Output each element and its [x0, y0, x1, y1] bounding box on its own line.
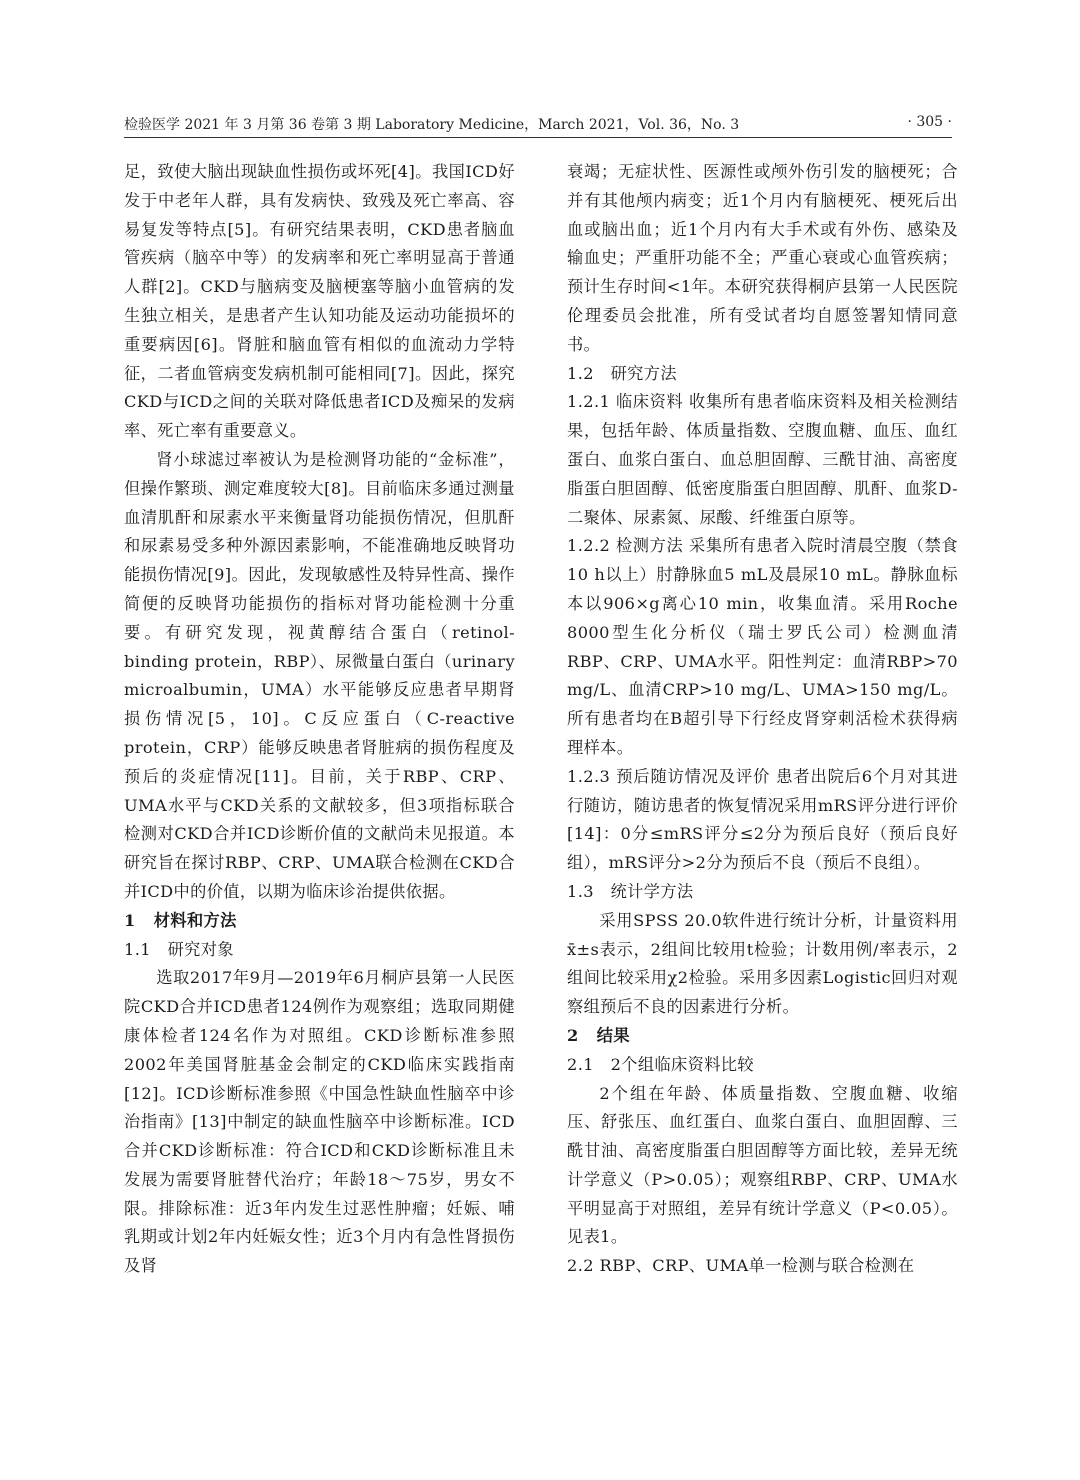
- subsection-heading-statistics: 1.3 统计学方法: [567, 881, 694, 901]
- section-heading-results: 2 结果: [567, 1025, 630, 1045]
- paragraph-statistics: 采用SPSS 20.0软件进行统计分析，计量资料用x̄±s表示，2组间比较用t检验；计数用例/率表示，2组间比较采用χ2检验。采用多因素Logistic回归对观察组预后不良的因素进行分析。: [567, 910, 958, 1017]
- paragraph-clinical-comparison: 2个组在年龄、体质量指数、空腹血糖、收缩压、舒张压、血红蛋白、血浆白蛋白、血胆固醇、三酰甘油、高密度脂蛋白胆固醇等方面比较，差异无统计学意义（P>0.05）；观察组RBP、CRP、UMA水平明显高于对照组，差异有统计学意义（P<0.05）。见表1。: [567, 1083, 958, 1247]
- paragraph-clinical-data: 1.2.1 临床资料 收集所有患者临床资料及相关检测结果，包括年龄、体质量指数、空腹血糖、血压、血红蛋白、血浆白蛋白、血总胆固醇、三酰甘油、高密度脂蛋白胆固醇、低密度脂蛋白胆固醇、肌酐、血浆D-二聚体、尿素氮、尿酸、纤维蛋白原等。: [567, 392, 958, 527]
- paragraph-subjects: 选取2017年9月—2019年6月桐庐县第一人民医院CKD合并ICD患者124例作为观察组；选取同期健康体检者124名作为对照组。CKD诊断标准参照2002年美国肾脏基金会制定的CKD临床实践指南[12]。ICD诊断标准参照《中国急性缺血性脑卒中诊治指南》[13]中制定的缺血性脑卒中诊断标准。ICD合并CKD诊断标准：符合ICD和CKD诊断标准且未发展为需要肾脏替代治疗；年龄18～75岁，男女不限。排除标准：近3年内发生过恶性肿瘤；妊娠、哺乳期或计划2年内妊娠女性；近3个月内有急性肾损伤及肾: [124, 968, 515, 1276]
- header-rule: [124, 137, 952, 138]
- section-heading-methods: 1 材料和方法: [124, 910, 237, 930]
- paragraph-intro-continued: 足，致使大脑出现缺血性损伤或坏死[4]。我国ICD好发于中老年人群，具有发病快、致残及死亡率高、容易复发等特点[5]。有研究结果表明，CKD患者脑血管疾病（脑卒中等）的发病率和死亡率明显高于普通人群[2]。CKD与脑病变及脑梗塞等脑小血管病的发生独立相关，是患者产生认知功能及运动功能损坏的重要病因[6]。肾脏和脑血管有相似的血流动力学特征，二者血管病变发病机制可能相同[7]。因此，探究CKD与ICD之间的关联对降低患者ICD及痴呆的发病率、死亡率有重要意义。: [124, 162, 515, 441]
- running-header: [124, 114, 952, 136]
- journal-citation: 检验医学 2021 年 3 月第 36 卷第 3 期 Laboratory Medicine，March 2021，Vol. 36，No. 3: [124, 117, 740, 133]
- left-column: [124, 158, 515, 1408]
- subsection-heading-subjects: 1.1 研究对象: [124, 939, 234, 959]
- subsection-heading-research-methods: 1.2 研究方法: [567, 363, 677, 383]
- paragraph-renal-markers: 肾小球滤过率被认为是检测肾功能的“金标准”，但操作繁琐、测定难度较大[8]。目前临床多通过测量血清肌酐和尿素水平来衡量肾功能损伤情况，但肌酐和尿素易受多种外源因素影响，不能准确地反映肾功能损伤情况[9]。因此，发现敏感性及特异性高、操作简便的反映肾功能损伤的指标对肾功能检测十分重要。有研究发现，视黄醇结合蛋白（retinol-binding protein，RBP）、尿微量白蛋白（urinary microalbumin，UMA）水平能够反应患者早期肾损伤情况[5，10]。C反应蛋白（C-reactive protein，CRP）能够反映患者肾脏病的损伤程度及预后的炎症情况[11]。目前，关于RBP、CRP、UMA水平与CKD关系的文献较多，但3项指标联合检测对CKD合并ICD诊断价值的文献尚未见报道。本研究旨在探讨RBP、CRP、UMA联合检测在CKD合并ICD中的价值，以期为临床诊治提供依据。: [124, 449, 515, 901]
- paragraph-detection-methods: 1.2.2 检测方法 采集所有患者入院时清晨空腹（禁食10 h以上）肘静脉血5 mL及晨尿10 mL。静脉血标本以906×g离心10 min，收集血清。采用Roche 8000型生化分析仪（瑞士罗氏公司）检测血清RBP、CRP、UMA水平。阳性判定：血清RBP>70 mg/L、血清CRP>10 mg/L、UMA>150 mg/L。所有患者均在B超引导下行经皮肾穿刺活检术获得病理样本。: [567, 536, 958, 757]
- subsection-heading-clinical-comparison: 2.1 2个组临床资料比较: [567, 1054, 754, 1074]
- paragraph-follow-up: 1.2.3 预后随访情况及评价 患者出院后6个月对其进行随访，随访患者的恢复情况采用mRS评分进行评价[14]：0分≤mRS评分≤2分为预后良好（预后良好组），mRS评分>2分为预后不良（预后不良组）。: [567, 766, 958, 873]
- subsection-heading-combined-detection: 2.2 RBP、CRP、UMA单一检测与联合检测在: [567, 1256, 915, 1276]
- paragraph-exclusion-continued: 衰竭；无症状性、医源性或颅外伤引发的脑梗死；合并有其他颅内病变；近1个月内有脑梗死、梗死后出血或脑出血；近1个月内有大手术或有外伤、感染及输血史；严重肝功能不全；严重心衰或心血管疾病；预计生存时间<1年。本研究获得桐庐县第一人民医院伦理委员会批准，所有受试者均自愿签署知情同意书。: [567, 162, 958, 354]
- right-column: [567, 158, 958, 1408]
- page-number: · 305 ·: [907, 114, 952, 130]
